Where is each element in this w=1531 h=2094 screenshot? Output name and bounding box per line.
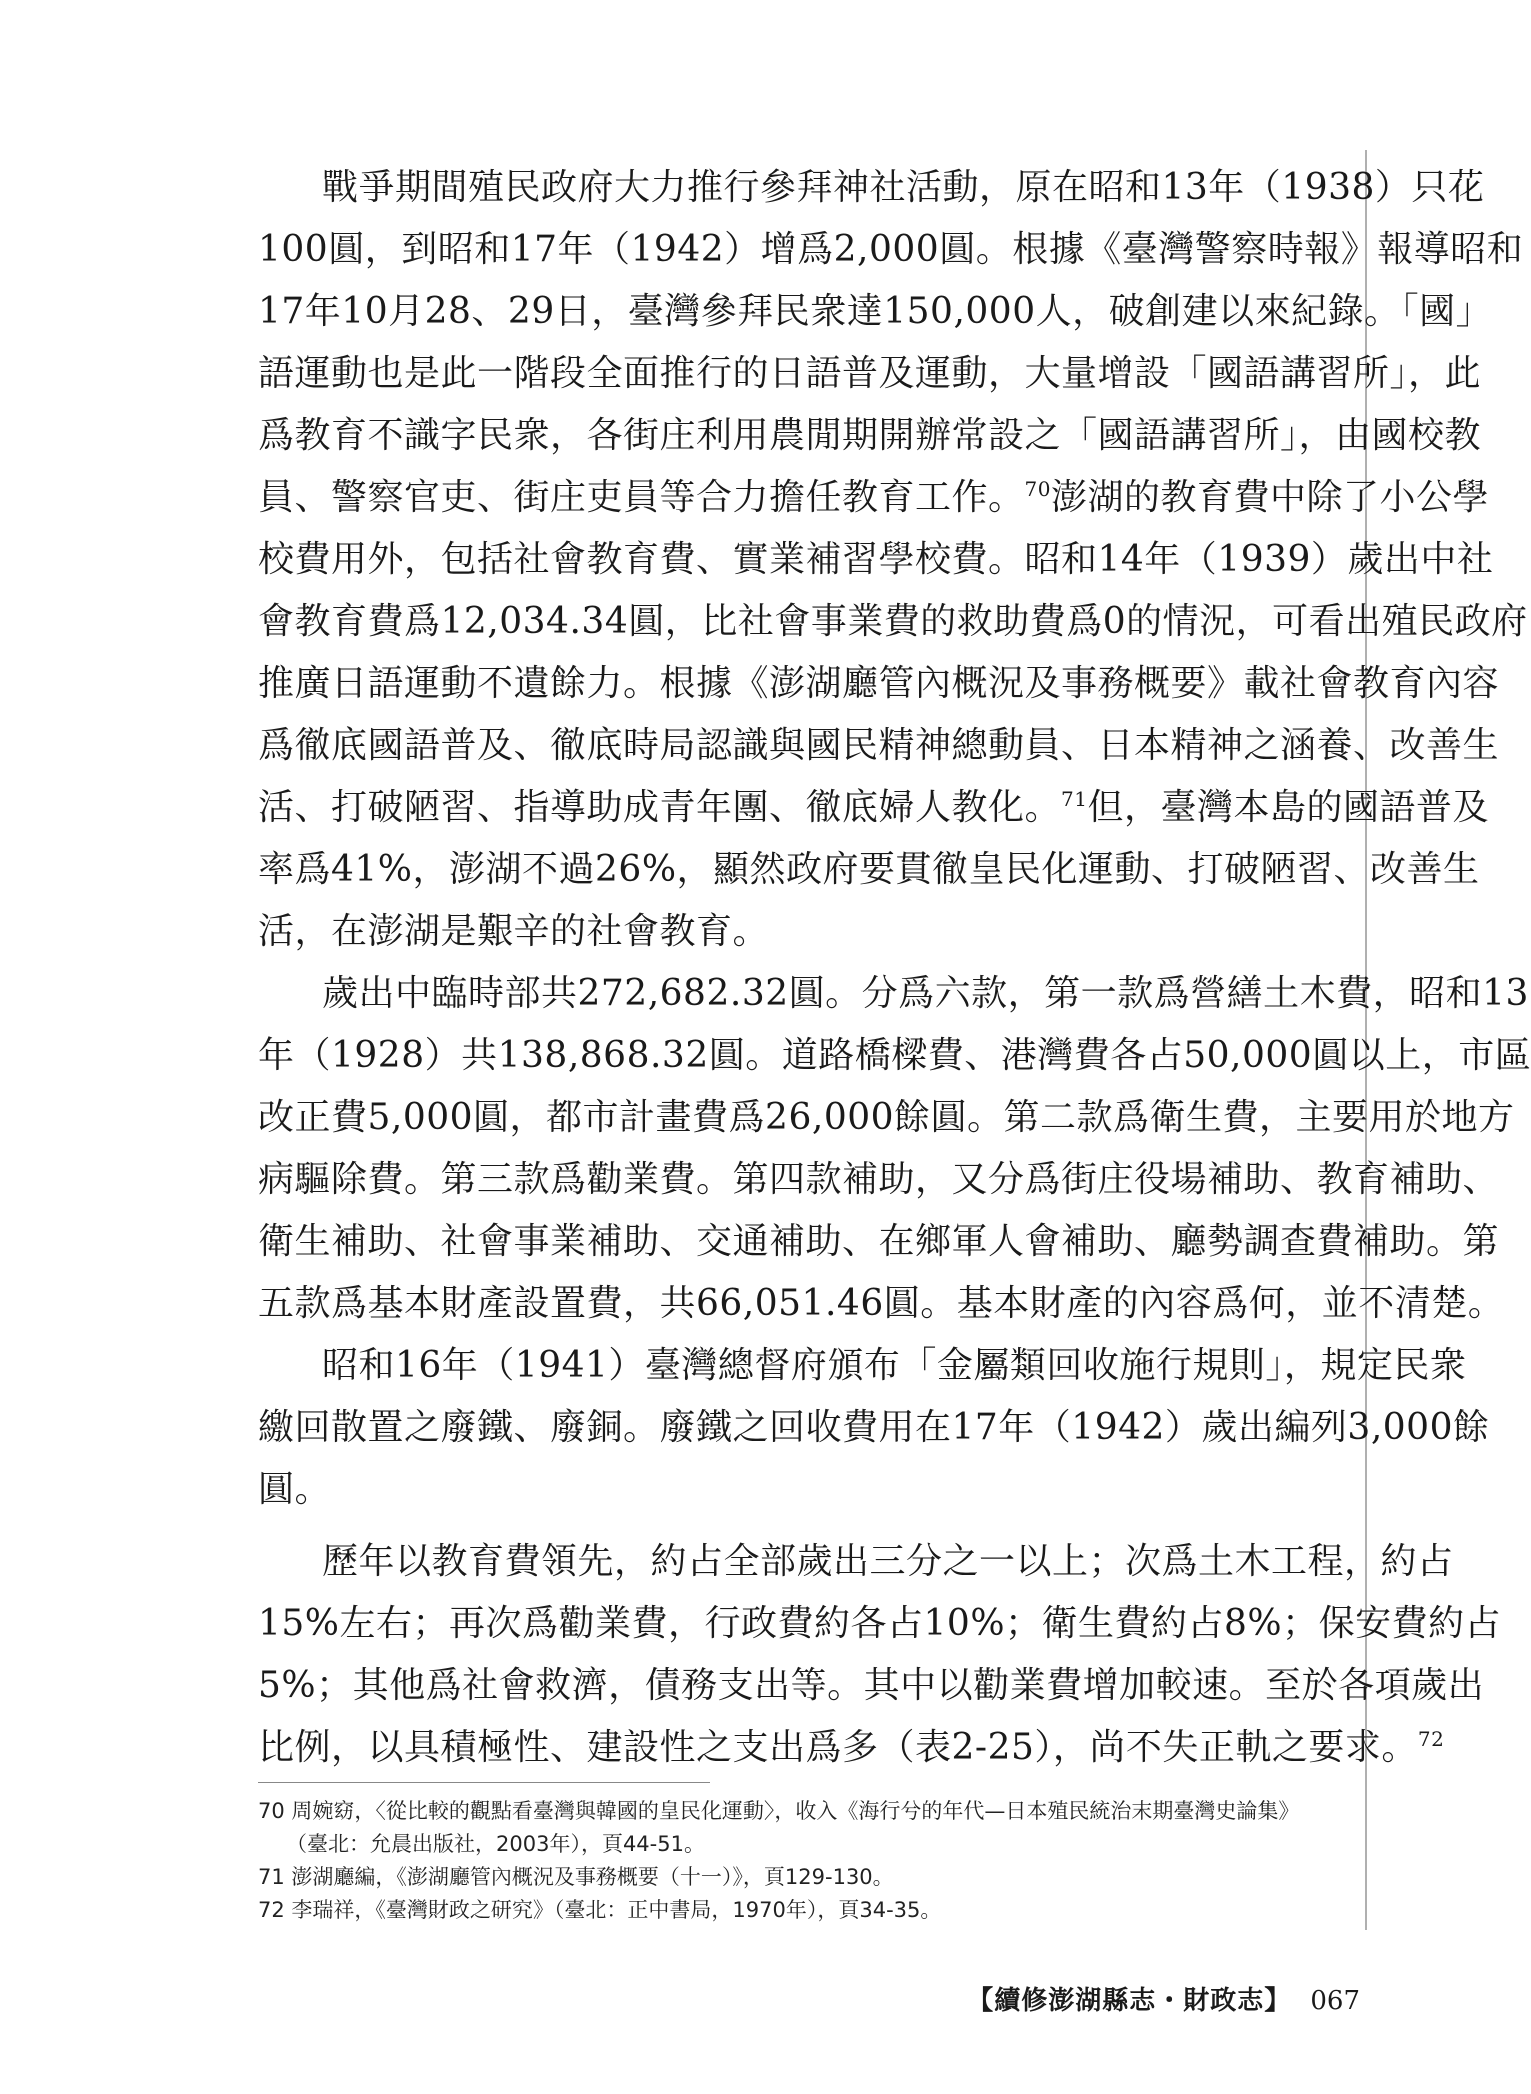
body-text: [258, 157, 1531, 1779]
footnote-number: 70: [258, 1799, 285, 1823]
footnote-71: [258, 1861, 1338, 1894]
footnote-70: [258, 1795, 1338, 1828]
text-line: 改正費5,000圓，都市計畫費爲26,000餘圓。第二款爲衛生費，主要用於地方: [258, 1097, 1515, 1138]
text-line: 17年10月28、29日，臺灣參拜民衆達150,000人，破創建以來紀錄。「國」: [258, 291, 1493, 332]
page-number: 067: [1310, 1986, 1360, 2016]
text-line: 年（1928）共138,868.32圓。道路橋樑費、港灣費各占50,000圓以上，市區: [258, 1035, 1531, 1076]
text-line: 昭和16年（1941）臺灣總督府頒布「金屬類回收施行規則」，規定民衆: [322, 1345, 1467, 1386]
book-title: 【續修澎湖縣志・財政志】: [967, 1986, 1292, 2016]
text-line: 圓。: [258, 1469, 332, 1510]
text-line: 戰爭期間殖民政府大力推行參拜神社活動，原在昭和13年（1938）只花: [322, 167, 1485, 208]
text-line: 活，在澎湖是艱辛的社會教育。: [258, 911, 770, 952]
footnote-text: 周婉窈，〈從比較的觀點看臺灣與韓國的皇民化運動〉，收入《海行兮的年代—日本殖民統治末期臺灣史論集》: [291, 1799, 1300, 1823]
text-line: 病驅除費。第三款爲勸業費。第四款補助，又分爲街庄役場補助、教育補助、: [258, 1159, 1500, 1200]
footnote-70-cont: [258, 1828, 1338, 1861]
text-line: 歲出中臨時部共272,682.32圓。分爲六款，第一款爲營繕土木費，昭和13: [322, 973, 1529, 1014]
text-line: 校費用外，包括社會教育費、實業補習學校費。昭和14年（1939）歲出中社: [258, 539, 1494, 580]
text-line: 活、打破陋習、指導助成青年團、徹底婦人教化。$^{71}$但，臺灣本島的國語普及: [258, 787, 1489, 828]
text-line: 歷年以教育費領先，約占全部歲出三分之一以上；次爲土木工程，約占: [322, 1541, 1454, 1582]
text-line: 比例，以具積極性、建設性之支出爲多（表2-25），尚不失正軌之要求。$^{72}$: [258, 1727, 1445, 1768]
footnote-ref-70[interactable]: 70: [1024, 477, 1051, 501]
footnote-number: 72: [258, 1898, 285, 1922]
footnote-number: 71: [258, 1865, 285, 1889]
text-line: 繳回散置之廢鐵、廢銅。廢鐵之回收費用在17年（1942）歲出編列3,000餘: [258, 1407, 1490, 1448]
footnote-72: [258, 1894, 1338, 1927]
text-line: 語運動也是此一階段全面推行的日語普及運動，大量增設「國語講習所」，此: [258, 353, 1482, 394]
footnotes: [258, 1795, 1338, 1927]
footnote-text: （臺北：允晨出版社，2003年），頁44-51。: [286, 1832, 705, 1856]
footnote-ref-72[interactable]: 72: [1417, 1727, 1445, 1751]
text-line: 15%左右；再次爲勸業費，行政費約各占10%；衛生費約占8%；保安費約占: [258, 1603, 1502, 1644]
text-line: 爲教育不識字民衆，各街庄利用農閒期開辦常設之「國語講習所」，由國校教: [258, 415, 1482, 456]
footnote-ref-71[interactable]: 71: [1061, 787, 1088, 811]
footnote-text: 澎湖廳編，《澎湖廳管內概況及事務概要（十一）》，頁129-130。: [291, 1865, 894, 1889]
text-line: 會教育費爲12,034.34圓，比社會事業費的救助費爲0的情況，可看出殖民政府: [258, 601, 1528, 642]
text-line: 率爲41%，澎湖不過26%，顯然政府要貫徹皇民化運動、打破陋習、改善生: [258, 849, 1480, 890]
text-line: 100圓，到昭和17年（1942）增爲2,000圓。根據《臺灣警察時報》報導昭和: [258, 229, 1524, 270]
text-line: 衛生補助、社會事業補助、交通補助、在鄉軍人會補助、廳勢調查費補助。第: [258, 1221, 1500, 1262]
text-line: 員、警察官吏、街庄吏員等合力擔任教育工作。$^{70}$澎湖的教育費中除了小公學: [258, 477, 1489, 518]
text-line: 爲徹底國語普及、徹底時局認識與國民精神總動員、日本精神之涵養、改善生: [258, 725, 1500, 766]
text-line: 5%；其他爲社會救濟，債務支出等。其中以勸業費增加較速。至於各項歲出: [258, 1665, 1485, 1706]
text-line: 推廣日語運動不遺餘力。根據《澎湖廳管內概況及事務概要》載社會教育內容: [258, 663, 1500, 704]
text-line: 五款爲基本財產設置費，共66,051.46圓。基本財產的內容爲何，並不清楚。: [258, 1283, 1505, 1324]
footnote-text: 李瑞祥，《臺灣財政之研究》（臺北：正中書局，1970年），頁34-35。: [291, 1898, 942, 1922]
footnote-separator: [258, 1782, 710, 1783]
